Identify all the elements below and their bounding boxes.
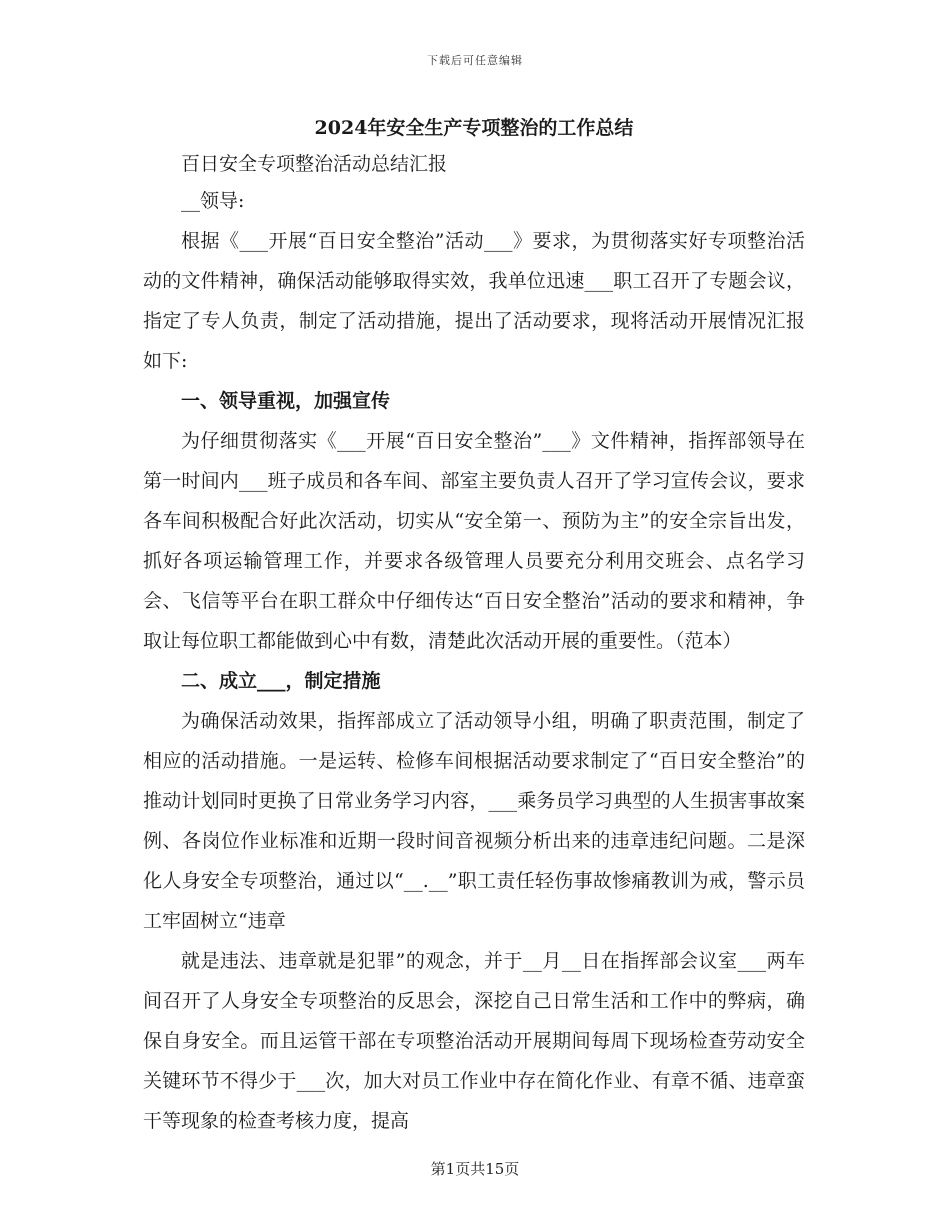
section-heading-1: 一、领导重视，加强宣传 <box>181 390 391 412</box>
page-number: 第1页共15页 <box>430 1160 520 1178</box>
section-heading-2: 二、成立___，制定措施 <box>181 670 381 692</box>
document-title: 2024年安全生产专项整治的工作总结 <box>314 117 634 139</box>
page-header-note: 下载后可任意编辑 <box>427 54 523 67</box>
section-1-paragraph: 为仔细贯彻落实《___开展“百日安全整治”___》文件精神，指挥部领导在第一时间内___班子成员和各车间、部室主要负责人召开了学习宣传会议，要求各车间积极配合好此次活动，切实从“安全第一、预防为主”的安全宗旨出发，抓好各项运输管理工作，并要求各级管理人员要充分利用交班会、点名学习会、飞信等平台在职工群众中仔细传达“百日安全整治”活动的要求和精神，争取让每位职工都能做到心中有数，清楚此次活动开展的重要性。（范本） <box>143 430 805 652</box>
section-2-paragraph-continued: 就是违法、违章就是犯罪”的观念，并于__月__日在指挥部会议室___两车间召开了人身安全专项整治的反思会，深挖自己日常生活和工作中的弊病，确保自身安全。而且运管干部在专项整治活动开展期间每周下现场检查劳动安全关键环节不得少于___次，加大对员工作业中存在简化作业、有章不循、违章蛮干等现象的检查考核力度，提高 <box>143 950 805 1132</box>
salutation: __领导: <box>181 190 245 212</box>
intro-paragraph: 根据《___开展“百日安全整治”活动___》要求，为贯彻落实好专项整治活动的文件精神，确保活动能够取得实效，我单位迅速___职工召开了专题会议，指定了专人负责，制定了活动措施，提出了活动要求，现将活动开展情况汇报如下: <box>143 230 805 372</box>
document-subtitle: 百日安全专项整治活动总结汇报 <box>181 153 448 175</box>
document-body <box>143 113 805 1141</box>
section-2-paragraph: 为确保活动效果，指挥部成立了活动领导小组，明确了职责范围，制定了相应的活动措施。一是运转、检修车间根据活动要求制定了“百日安全整治”的推动计划同时更换了日常业务学习内容，___乘务员学习典型的人生损害事故案例、各岗位作业标准和近期一段时间音视频分析出来的违章违纪问题。二是深化人身安全专项整治，通过以“__.__”职工责任轻伤事故惨痛教训为戒，警示员工牢固树立“违章 <box>143 710 805 932</box>
